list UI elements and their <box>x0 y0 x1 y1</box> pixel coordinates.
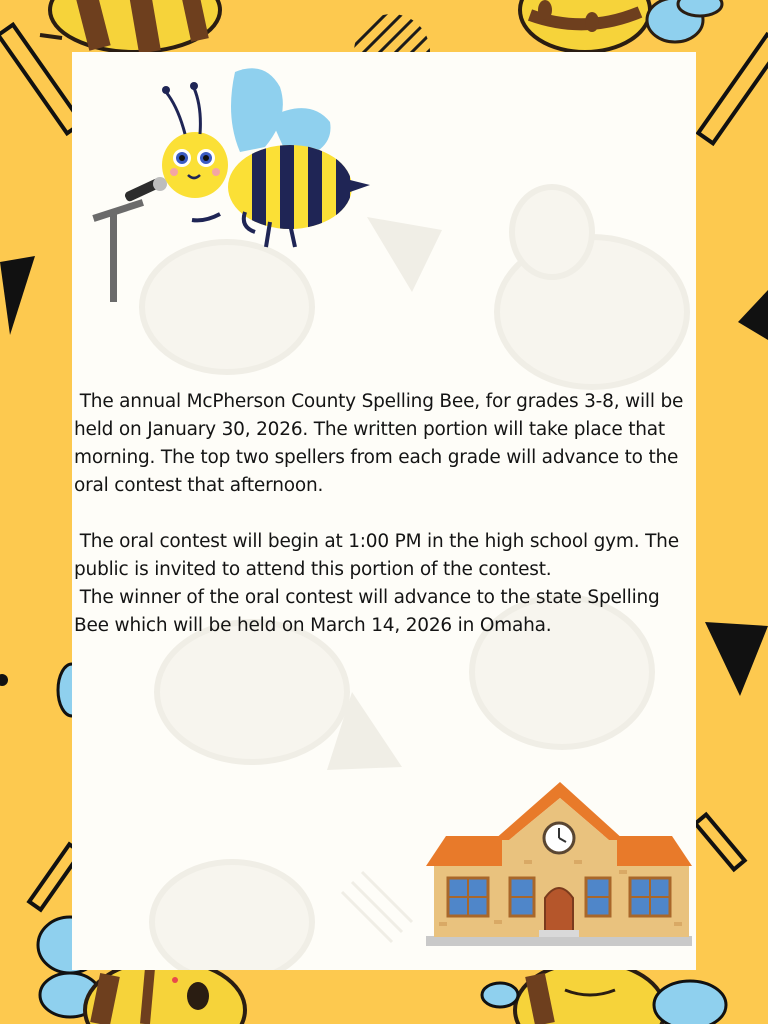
paragraph-1: The annual McPherson County Spelling Bee, for grades 3-8, will be held on January 30, 2026. The written portion will take place that morning. The top two spellers from each grade will advance to the oral contest that afternoon. <box>74 391 689 496</box>
bar-right-icon <box>698 35 768 144</box>
paragraph-2: The oral contest will begin at 1:00 PM in the high school gym. The public is invited to attend this portion of the contest. <box>74 531 685 580</box>
triangle-right-large-icon <box>705 622 768 696</box>
bar-left-icon <box>0 25 82 134</box>
bee-microphone-icon <box>90 62 380 312</box>
announcement-text <box>74 388 694 640</box>
bee-bottom-right-icon <box>482 962 726 1024</box>
school-building-icon <box>424 780 696 950</box>
bee-top-right-icon <box>520 0 722 52</box>
dot-left-icon <box>0 674 8 686</box>
triangle-left-icon <box>0 256 35 335</box>
triangle-right-icon <box>738 290 768 340</box>
bee-top-left-icon <box>40 0 220 52</box>
bar-bottom-right-icon <box>695 815 744 870</box>
paragraph-3: The winner of the oral contest will advance to the state Spelling Bee which will be held on March 14, 2026 in Omaha. <box>74 587 666 636</box>
